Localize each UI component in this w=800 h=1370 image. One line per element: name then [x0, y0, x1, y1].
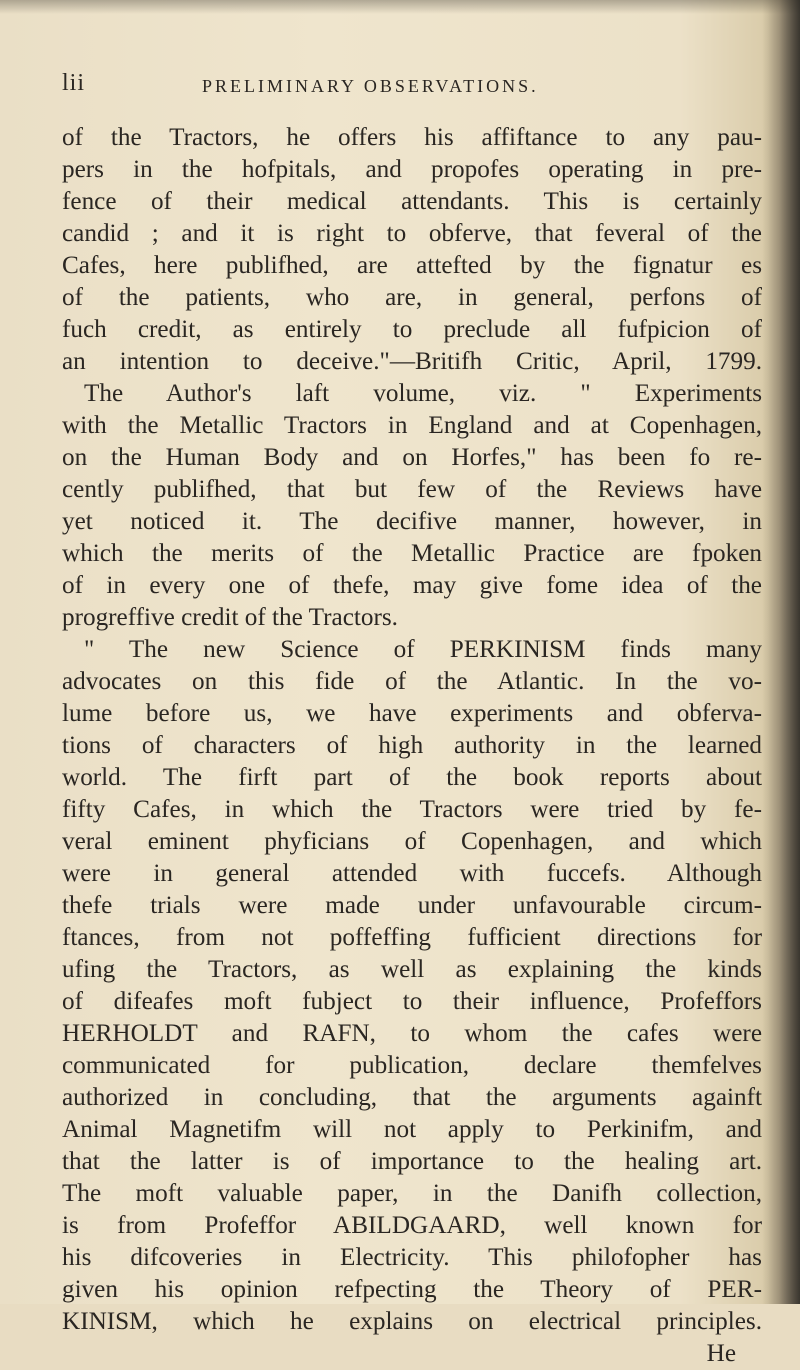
text-line: The Author's laft volume, viz. " Experiments: [84, 380, 762, 407]
body-text: [62, 122, 762, 1370]
text-line: ufing the Tractors, as well as explaining the kinds: [62, 956, 762, 983]
text-line: HERHOLDT and RAFN, to whom the cafes were: [62, 1020, 762, 1047]
page-top-shadow: [0, 0, 800, 14]
text-line: communicated for publication, declare themfelves: [62, 1052, 762, 1079]
text-line: fuch credit, as entirely to preclude all fufpicion of: [62, 316, 762, 343]
catchword: He: [706, 1340, 736, 1367]
text-line: with the Metallic Tractors in England and at Copenhagen,: [62, 412, 762, 439]
text-line: lume before us, we have experiments and obferva-: [62, 700, 762, 727]
text-line: KINISM, which he explains on electrical principles.: [62, 1308, 762, 1335]
text-line: is from Profeffor ABILDGAARD, well known for: [62, 1212, 762, 1239]
text-line: authorized in concluding, that the arguments againft: [62, 1084, 762, 1111]
text-line: thefe trials were made under unfavourable circum-: [62, 892, 762, 919]
text-line: of the patients, who are, in general, perfons of: [62, 284, 762, 311]
text-line: were in general attended with fuccefs. Although: [62, 860, 762, 887]
book-binding-edge: [762, 0, 800, 1304]
text-line: veral eminent phyficians of Copenhagen, and which: [62, 828, 762, 855]
text-line: that the latter is of importance to the healing art.: [62, 1148, 762, 1175]
text-line: of the Tractors, he offers his affiftance to any pau-: [62, 124, 762, 151]
text-line: of difeafes moft fubject to their influence, Profeffors: [62, 988, 762, 1015]
text-line: fifty Cafes, in which the Tractors were tried by fe-: [62, 796, 762, 823]
text-line: an intention to deceive."—Britifh Critic, April, 1799.: [62, 348, 762, 375]
page-number: lii: [62, 70, 86, 96]
text-line: progreffive credit of the Tractors.: [62, 604, 398, 631]
running-title: PRELIMINARY OBSERVATIONS.: [202, 76, 539, 96]
text-line: on the Human Body and on Horfes," has been fo re-: [62, 444, 762, 471]
text-line: tions of characters of high authority in the learned: [62, 732, 762, 759]
text-line: yet noticed it. The decifive manner, however, in: [62, 508, 762, 535]
text-line: pers in the hofpitals, and propofes operating in pre-: [62, 156, 762, 183]
text-line: given his opinion refpecting the Theory of PER-: [62, 1276, 762, 1303]
text-line: Cafes, here publifhed, are attefted by the fignatur es: [62, 252, 762, 279]
text-line: " The new Science of PERKINISM finds many: [84, 636, 762, 663]
text-line: candid ; and it is right to obferve, that feveral of the: [62, 220, 762, 247]
text-line: of in every one of thefe, may give fome idea of the: [62, 572, 762, 599]
text-line: fence of their medical attendants. This is certainly: [62, 188, 762, 215]
text-line: his difcoveries in Electricity. This philofopher has: [62, 1244, 762, 1271]
text-line: world. The firft part of the book reports about: [62, 764, 762, 791]
text-line: advocates on this fide of the Atlantic. In the vo-: [62, 668, 762, 695]
text-line: The moft valuable paper, in the Danifh collection,: [62, 1180, 762, 1207]
page-header: [62, 70, 762, 104]
text-line: which the merits of the Metallic Practice are fpoken: [62, 540, 762, 567]
text-line: Animal Magnetifm will not apply to Perkinifm, and: [62, 1116, 762, 1143]
text-line: ftances, from not poffeffing fufficient directions for: [62, 924, 762, 951]
text-line: cently publifhed, that but few of the Reviews have: [62, 476, 762, 503]
